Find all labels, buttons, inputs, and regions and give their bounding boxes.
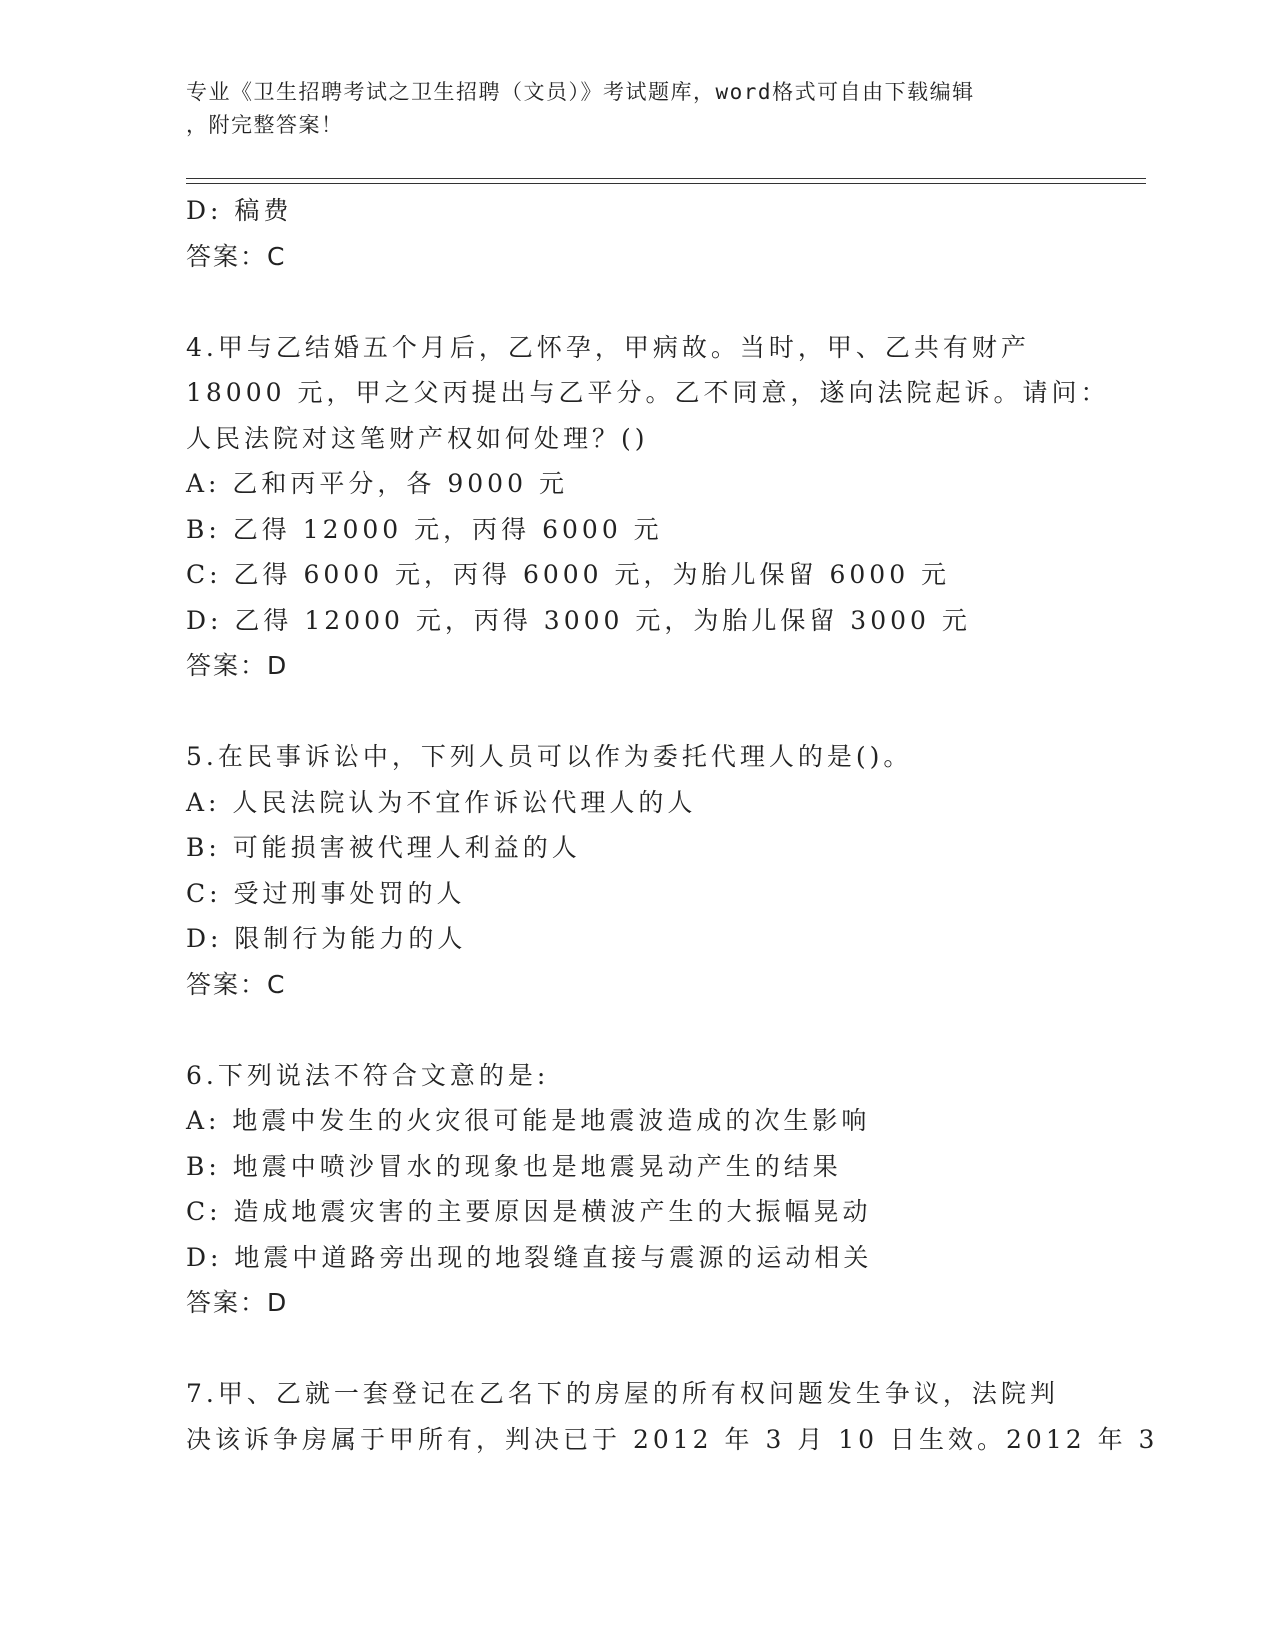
option-b: B: 乙得 12000 元，丙得 6000 元 [186, 514, 663, 544]
option-b: B: 可能损害被代理人利益的人 [186, 833, 581, 862]
question-stem: 7.甲、乙就一套登记在乙名下的房屋的所有权问题发生争议，法院判 [186, 1379, 1059, 1408]
question-stem: 4.甲与乙结婚五个月后，乙怀孕，甲病故。当时，甲、乙共有财产 [186, 332, 1030, 362]
document-header [186, 76, 1086, 142]
option-d: D: 地震中道路旁出现的地裂缝直接与震源的运动相关 [186, 1242, 873, 1272]
option-a: A: 地震中发生的火灾很可能是地震波造成的次生影响 [186, 1106, 871, 1135]
header-divider-top [186, 178, 1146, 179]
spacer [186, 1007, 1086, 1053]
header-divider-bottom [186, 183, 1146, 184]
question-3-tail [186, 188, 1086, 279]
question-5 [186, 734, 1086, 1007]
question-stem: 决该诉争房属于甲所有，判决已于 2012 年 3 月 10 日生效。2012 年 3 [186, 1424, 1159, 1454]
question-stem: 人民法院对这笔财产权如何处理？() [186, 423, 649, 453]
header-line-1: 专业《卫生招聘考试之卫生招聘（文员）》考试题库，word格式可自由下载编辑 [186, 80, 975, 104]
spacer [186, 1326, 1086, 1372]
spacer [186, 689, 1086, 735]
question-4 [186, 325, 1110, 689]
option-b: B: 地震中喷沙冒水的现象也是地震晃动产生的结果 [186, 1151, 842, 1181]
option-d: D: 限制行为能力的人 [186, 924, 467, 953]
answer: 答案：D [186, 651, 289, 680]
question-stem: 18000 元，甲之父丙提出与乙平分。乙不同意，遂向法院起诉。请问： [186, 378, 1110, 407]
option-a: A: 人民法院认为不宜作诉讼代理人的人 [186, 787, 697, 817]
option-d: D: 稿费 [186, 196, 293, 225]
question-6 [186, 1053, 1086, 1326]
question-stem: 6.下列说法不符合文意的是: [186, 1060, 550, 1090]
answer: 答案：C [186, 969, 287, 999]
option-c: C: 造成地震灾害的主要原因是横波产生的大振幅晃动 [186, 1197, 872, 1226]
question-7 [186, 1371, 1159, 1462]
option-a: A: 乙和丙平分，各 9000 元 [186, 469, 568, 498]
header-line-2: ，附完整答案！ [186, 113, 344, 137]
question-content [186, 188, 1159, 1462]
option-c: C: 乙得 6000 元，丙得 6000 元，为胎儿保留 6000 元 [186, 560, 951, 589]
answer: 答案：C [186, 241, 287, 271]
spacer [186, 279, 1086, 325]
option-d: D: 乙得 12000 元，丙得 3000 元，为胎儿保留 3000 元 [186, 605, 971, 635]
question-stem: 5.在民事诉讼中，下列人员可以作为委托代理人的是()。 [186, 742, 913, 771]
answer: 答案：D [186, 1288, 289, 1317]
option-c: C: 受过刑事处罚的人 [186, 878, 466, 908]
